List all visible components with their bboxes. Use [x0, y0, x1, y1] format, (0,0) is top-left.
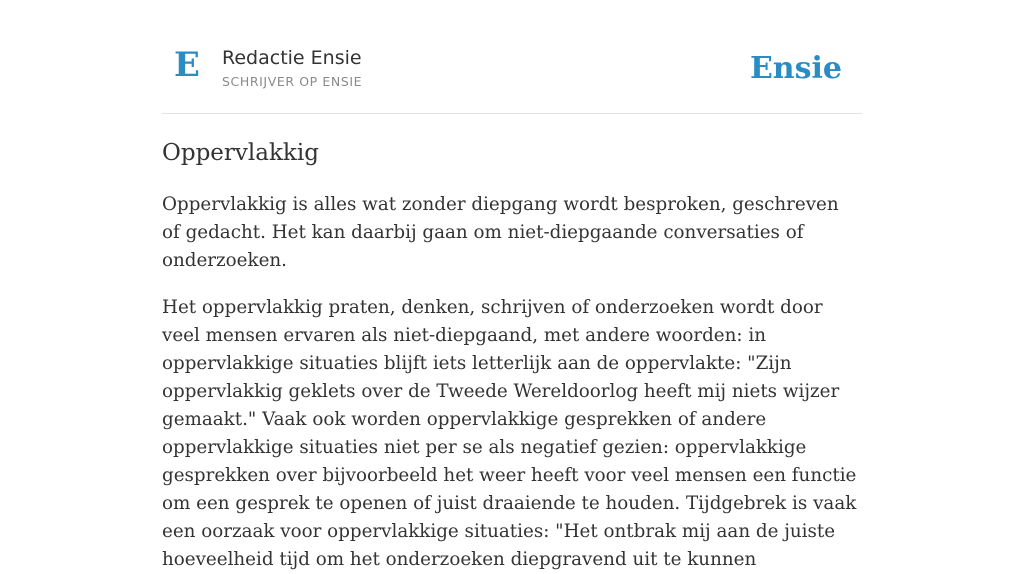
article-paragraph-1: Oppervlakkig is alles wat zonder diepgang wordt besproken, geschreven of gedacht. Het kan daarbij gaan om niet-diepgaande conversaties of onderzoeken. [162, 194, 839, 271]
article-card [162, 0, 862, 574]
ensie-logo-icon[interactable]: E [174, 45, 200, 85]
article-title: Oppervlakkig [162, 140, 319, 166]
author-role: SCHRIJVER OP ENSIE [222, 74, 363, 89]
article-paragraph-2: Het oppervlakkig praten, denken, schrijven of onderzoeken wordt door veel mensen ervaren als niet-diepgaand, met andere woorden: in oppervlakkige situaties blijft iets letterlijk aan de oppervlakte: "Zijn oppervlakkig geklets over de Tweede Wereldoorlog heeft mij niets wijzer gemaakt." Vaak ook worden oppervlakkige gesprekken of andere oppervlakkige situaties niet per se als negatief gezien: oppervlakkige gesprekken over bijvoorbeeld het weer heeft voor veel mensen een functie om een gesprek te openen of juist draaiende te houden. Tijdgebrek is vaak een oorzaak voor oppervlakkige situaties: "Het ontbrak mij aan de juiste hoeveelheid tijd om het onderzoeken diepgravend uit te kunnen [162, 297, 857, 570]
article-header [162, 0, 862, 114]
brand-logo-link[interactable]: Ensie [749, 51, 842, 86]
author-name-link[interactable]: Redactie Ensie [222, 47, 362, 69]
